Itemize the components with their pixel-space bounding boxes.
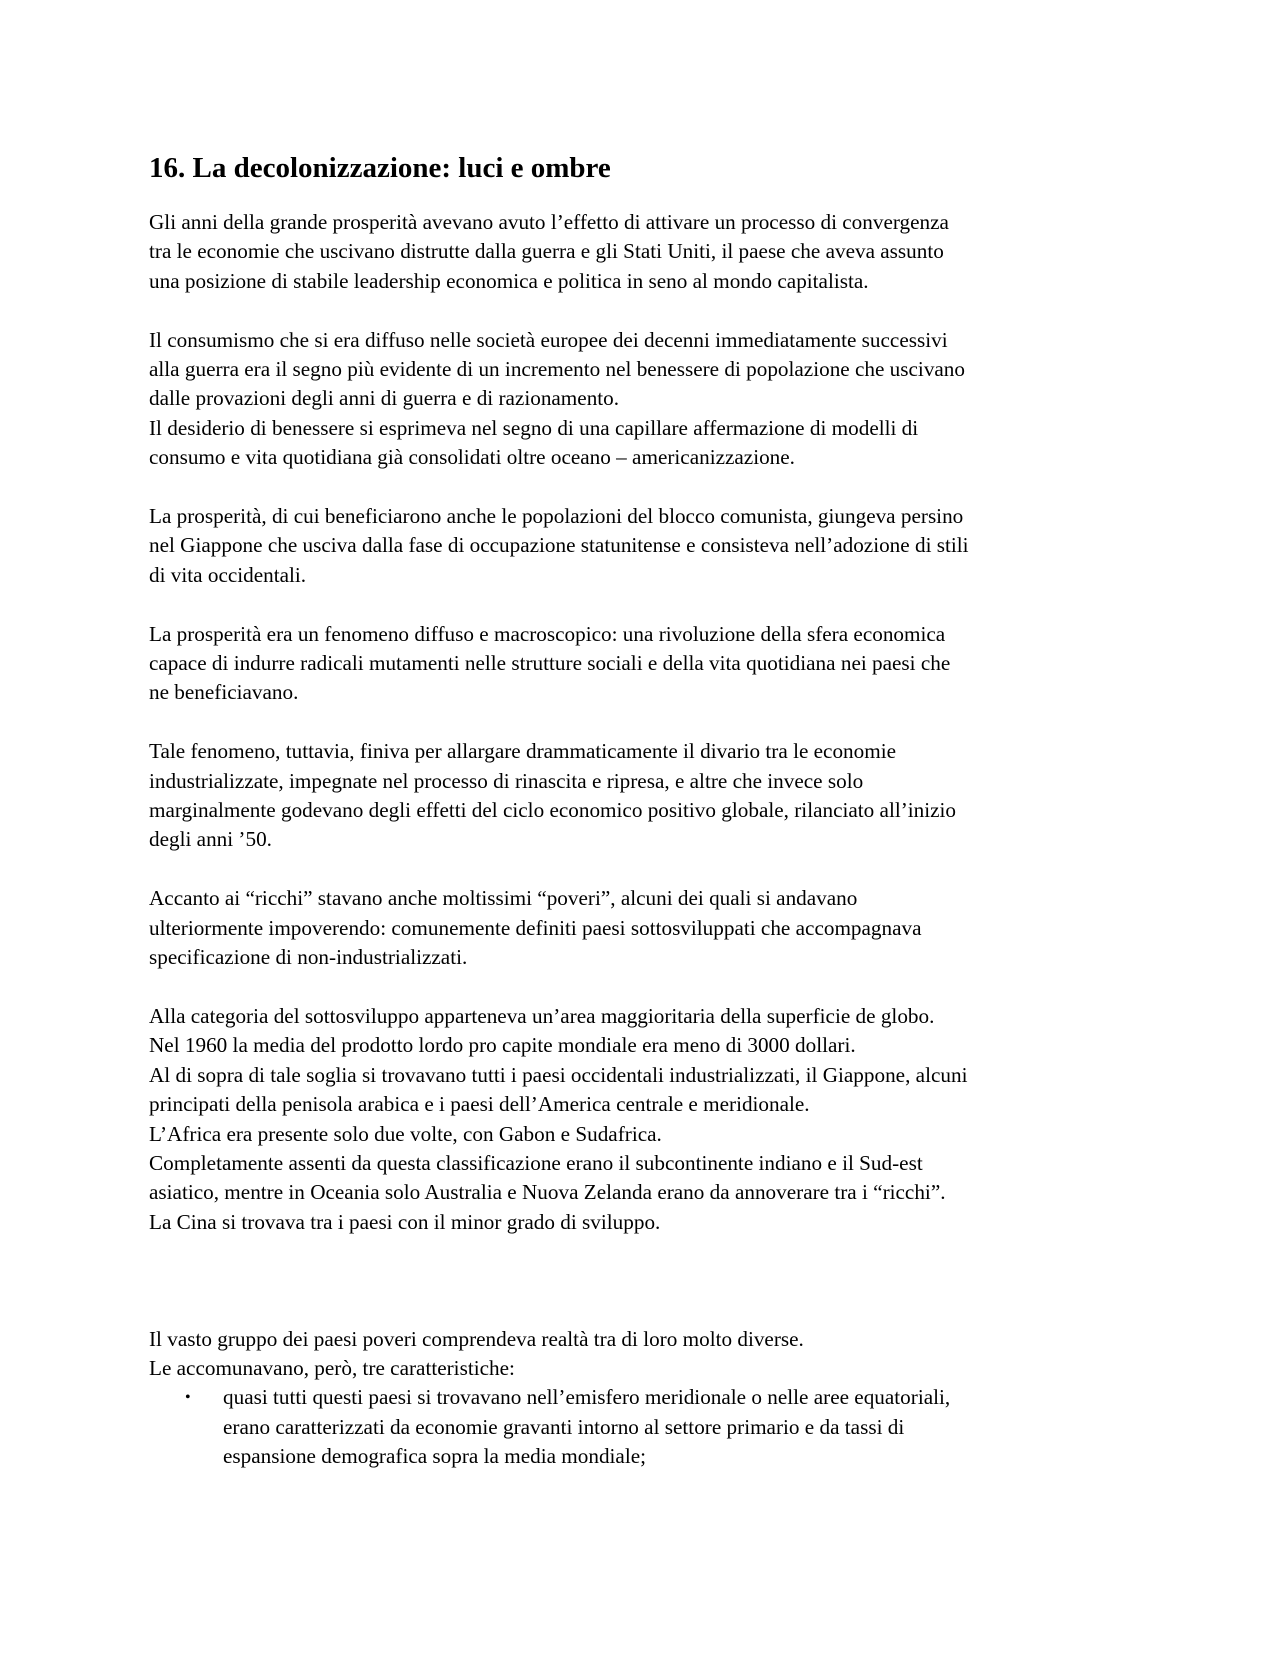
text-line: dalle provazioni degli anni di guerra e di razionamento. xyxy=(149,386,620,411)
text-line: nel Giappone che usciva dalla fase di occupazione statunitense e consisteva nell’adozione di stili xyxy=(149,533,969,558)
text-line: degli anni ’50. xyxy=(149,827,272,852)
text-line: Gli anni della grande prosperità avevano avuto l’effetto di attivare un processo di convergenza xyxy=(149,210,949,234)
text-line: erano caratterizzati da economie gravanti intorno al settore primario e da tassi di xyxy=(223,1414,905,1439)
text-line: asiatico, mentre in Oceania solo Australia e Nuova Zelanda erano da annoverare tra i “ricchi”. xyxy=(149,1180,946,1205)
list-item xyxy=(149,1383,1139,1471)
text-line: alla guerra era il segno più evidente di un incremento nel benessere di popolazione che uscivano xyxy=(149,357,965,382)
text-line: L’Africa era presente solo due volte, con Gabon e Sudafrica. xyxy=(149,1121,662,1146)
paragraph xyxy=(149,502,1139,590)
text-line: specificazione di non-industrializzati. xyxy=(149,945,468,970)
text-line: consumo e vita quotidiana già consolidati oltre oceano – americanizzazione. xyxy=(149,445,795,470)
paragraph xyxy=(149,884,1139,972)
text-line: ne beneficiavano. xyxy=(149,680,299,705)
paragraph xyxy=(149,620,1139,708)
bullet-list xyxy=(149,1383,1139,1471)
text-line: Al di sopra di tale soglia si trovavano tutti i paesi occidentali industrializzati, il Giappone, alcuni xyxy=(149,1062,968,1087)
text-line: tra le economie che uscivano distrutte dalla guerra e gli Stati Uniti, il paese che aveva assunto xyxy=(149,239,944,264)
text-line: Il desiderio di benessere si esprimeva nel segno di una capillare affermazione di modelli di xyxy=(149,415,919,440)
text-line: Completamente assenti da questa classificazione erano il subcontinente indiano e il Sud-est xyxy=(149,1150,923,1175)
text-line: La prosperità, di cui beneficiarono anche le popolazioni del blocco comunista, giungeva persino xyxy=(149,504,964,529)
paragraph xyxy=(149,326,1139,473)
text-line: di vita occidentali. xyxy=(149,562,307,587)
text-line: Alla categoria del sottosviluppo apparteneva un’area maggioritaria della superficie de globo. xyxy=(149,1003,935,1028)
paragraph xyxy=(149,1325,1139,1384)
text-line: capace di indurre radicali mutamenti nelle strutture sociali e della vita quotidiana nei paesi che xyxy=(149,651,951,676)
text-line: La prosperità era un fenomeno diffuso e macroscopico: una rivoluzione della sfera economica xyxy=(149,621,946,646)
text-line: principati della penisola arabica e i paesi dell’America centrale e meridionale. xyxy=(149,1092,810,1117)
text-line: Il consumismo che si era diffuso nelle società europee dei decenni immediatamente successivi xyxy=(149,327,948,352)
paragraph xyxy=(149,737,1139,855)
text-line: La Cina si trovava tra i paesi con il minor grado di sviluppo. xyxy=(149,1209,661,1234)
blank-space xyxy=(149,1267,1139,1325)
text-line: espansione demografica sopra la media mondiale; xyxy=(223,1444,647,1469)
paragraph xyxy=(149,208,1139,296)
text-line: Nel 1960 la media del prodotto lordo pro capite mondiale era meno di 3000 dollari. xyxy=(149,1033,856,1058)
page-title: 16. La decolonizzazione: luci e ombre xyxy=(149,152,611,184)
paragraph xyxy=(149,1002,1139,1237)
text-line: ulteriormente impoverendo: comunemente definiti paesi sottosviluppati che accompagnava xyxy=(149,915,922,940)
text-line: Le accomunavano, però, tre caratteristiche: xyxy=(149,1355,515,1380)
text-line: quasi tutti questi paesi si trovavano nell’emisfero meridionale o nelle aree equatoriali, xyxy=(223,1385,951,1410)
bullet-icon: • xyxy=(185,1389,191,1407)
text-line: Accanto ai “ricchi” stavano anche moltissimi “poveri”, alcuni dei quali si andavano xyxy=(149,886,858,911)
document-content xyxy=(149,148,1139,1472)
document-body xyxy=(149,208,1139,1472)
text-line: industrializzate, impegnate nel processo di rinascita e ripresa, e altre che invece solo xyxy=(149,768,864,793)
text-line: una posizione di stabile leadership economica e politica in seno al mondo capitalista. xyxy=(149,268,869,293)
text-line: Il vasto gruppo dei paesi poveri comprendeva realtà tra di loro molto diverse. xyxy=(149,1326,804,1351)
text-line: marginalmente godevano degli effetti del ciclo economico positivo globale, rilanciato all’inizio xyxy=(149,798,957,823)
text-line: Tale fenomeno, tuttavia, finiva per allargare drammaticamente il divario tra le economie xyxy=(149,739,897,764)
